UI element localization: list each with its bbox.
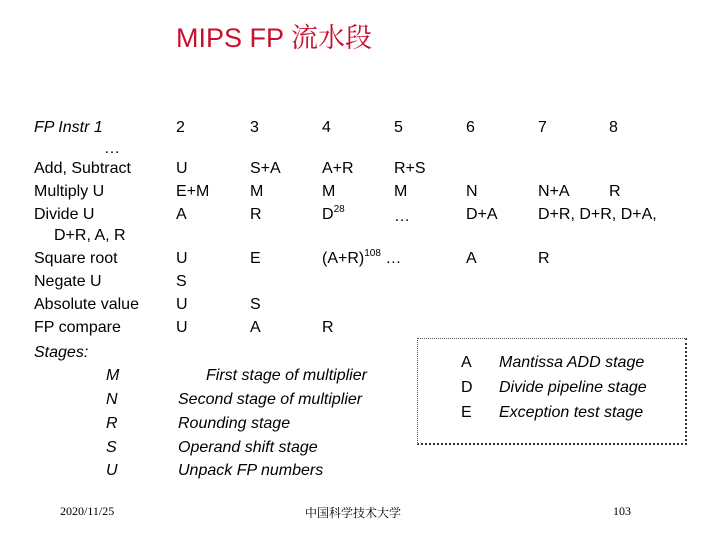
legend-desc-a: Mantissa ADD stage (499, 354, 645, 371)
row-compare-name: FP compare (34, 319, 121, 336)
header-col-6: 6 (466, 119, 475, 136)
header-col-5: 5 (394, 119, 403, 136)
row-multiply-c3: M (250, 183, 264, 200)
row-multiply-c7: N+A (538, 183, 570, 200)
row-divide-c4 (322, 203, 345, 228)
stage-desc-m: First stage of multiplier (206, 367, 367, 384)
row-abs-c2: U (176, 296, 188, 313)
row-add-name: Add, Subtract (34, 160, 131, 177)
footer-page-number: 103 (613, 504, 631, 518)
footer-institution: 中国科学技术大学 (305, 506, 402, 520)
row-sqrt-c3: E (250, 250, 261, 267)
row-abs-name: Absolute value (34, 296, 139, 313)
stages-label: Stages: (34, 344, 89, 361)
slide-title: MIPS FP 流水段 (176, 23, 373, 53)
row-sqrt-c4-tail: … (385, 250, 402, 267)
row-divide-continuation: D+R, A, R (54, 227, 126, 244)
row-divide-name: Divide U (34, 206, 95, 223)
stage-code-n: N (106, 391, 118, 408)
row-divide-c2: A (176, 206, 187, 223)
header-ellipsis: … (104, 140, 120, 157)
stage-desc-r: Rounding stage (178, 415, 291, 432)
header-col-3: 3 (250, 119, 259, 136)
legend-code-a: A (461, 354, 472, 371)
row-divide-c6: D+A (466, 206, 498, 223)
row-compare-c4: R (322, 319, 334, 336)
row-divide-c4-base: D (322, 206, 334, 223)
stage-code-s: S (106, 439, 117, 456)
legend-desc-d: Divide pipeline stage (499, 379, 647, 396)
row-multiply-name: Multiply U (34, 183, 105, 200)
row-multiply-c2: E+M (176, 183, 210, 200)
footer-date: 2020/11/25 (60, 504, 115, 518)
row-sqrt-c4-sup: 108 (364, 248, 381, 259)
stage-desc-u: Unpack FP numbers (178, 462, 324, 479)
header-col-8: 8 (609, 119, 618, 136)
stage-code-u: U (106, 462, 118, 479)
row-sqrt-c4-base: (A+R) (322, 250, 365, 267)
row-sqrt-name: Square root (34, 250, 118, 267)
header-col-7: 7 (538, 119, 547, 136)
row-sqrt-c7: R (538, 250, 550, 267)
row-add-c2: U (176, 160, 188, 177)
row-add-c4: A+R (322, 160, 354, 177)
row-add-c5: R+S (394, 160, 426, 177)
row-divide-c5: … (394, 208, 410, 225)
row-multiply-c5: M (394, 183, 408, 200)
row-sqrt-c4 (322, 247, 401, 272)
header-col-2: 2 (176, 119, 185, 136)
stage-code-r: R (106, 415, 118, 432)
header-instr: FP Instr 1 (34, 119, 103, 136)
row-abs-c3: S (250, 296, 261, 313)
row-sqrt-c6: A (466, 250, 477, 267)
stage-code-m: M (106, 367, 120, 384)
legend-code-e: E (461, 404, 472, 421)
row-negate-name: Negate U (34, 273, 102, 290)
row-compare-c2: U (176, 319, 188, 336)
row-divide-c3: R (250, 206, 262, 223)
row-multiply-c8: R (609, 183, 621, 200)
stage-desc-n: Second stage of multiplier (178, 391, 363, 408)
legend-code-d: D (461, 379, 473, 396)
row-add-c3: S+A (250, 160, 281, 177)
row-sqrt-c2: U (176, 250, 188, 267)
row-multiply-c4: M (322, 183, 336, 200)
header-col-4: 4 (322, 119, 331, 136)
row-multiply-c6: N (466, 183, 478, 200)
legend-desc-e: Exception test stage (499, 404, 644, 421)
row-negate-c2: S (176, 273, 187, 290)
row-compare-c3: A (250, 319, 261, 336)
stage-desc-s: Operand shift stage (178, 439, 318, 456)
row-divide-c7: D+R, D+R, D+A, (538, 206, 657, 223)
row-divide-c4-sup: 28 (333, 204, 345, 215)
